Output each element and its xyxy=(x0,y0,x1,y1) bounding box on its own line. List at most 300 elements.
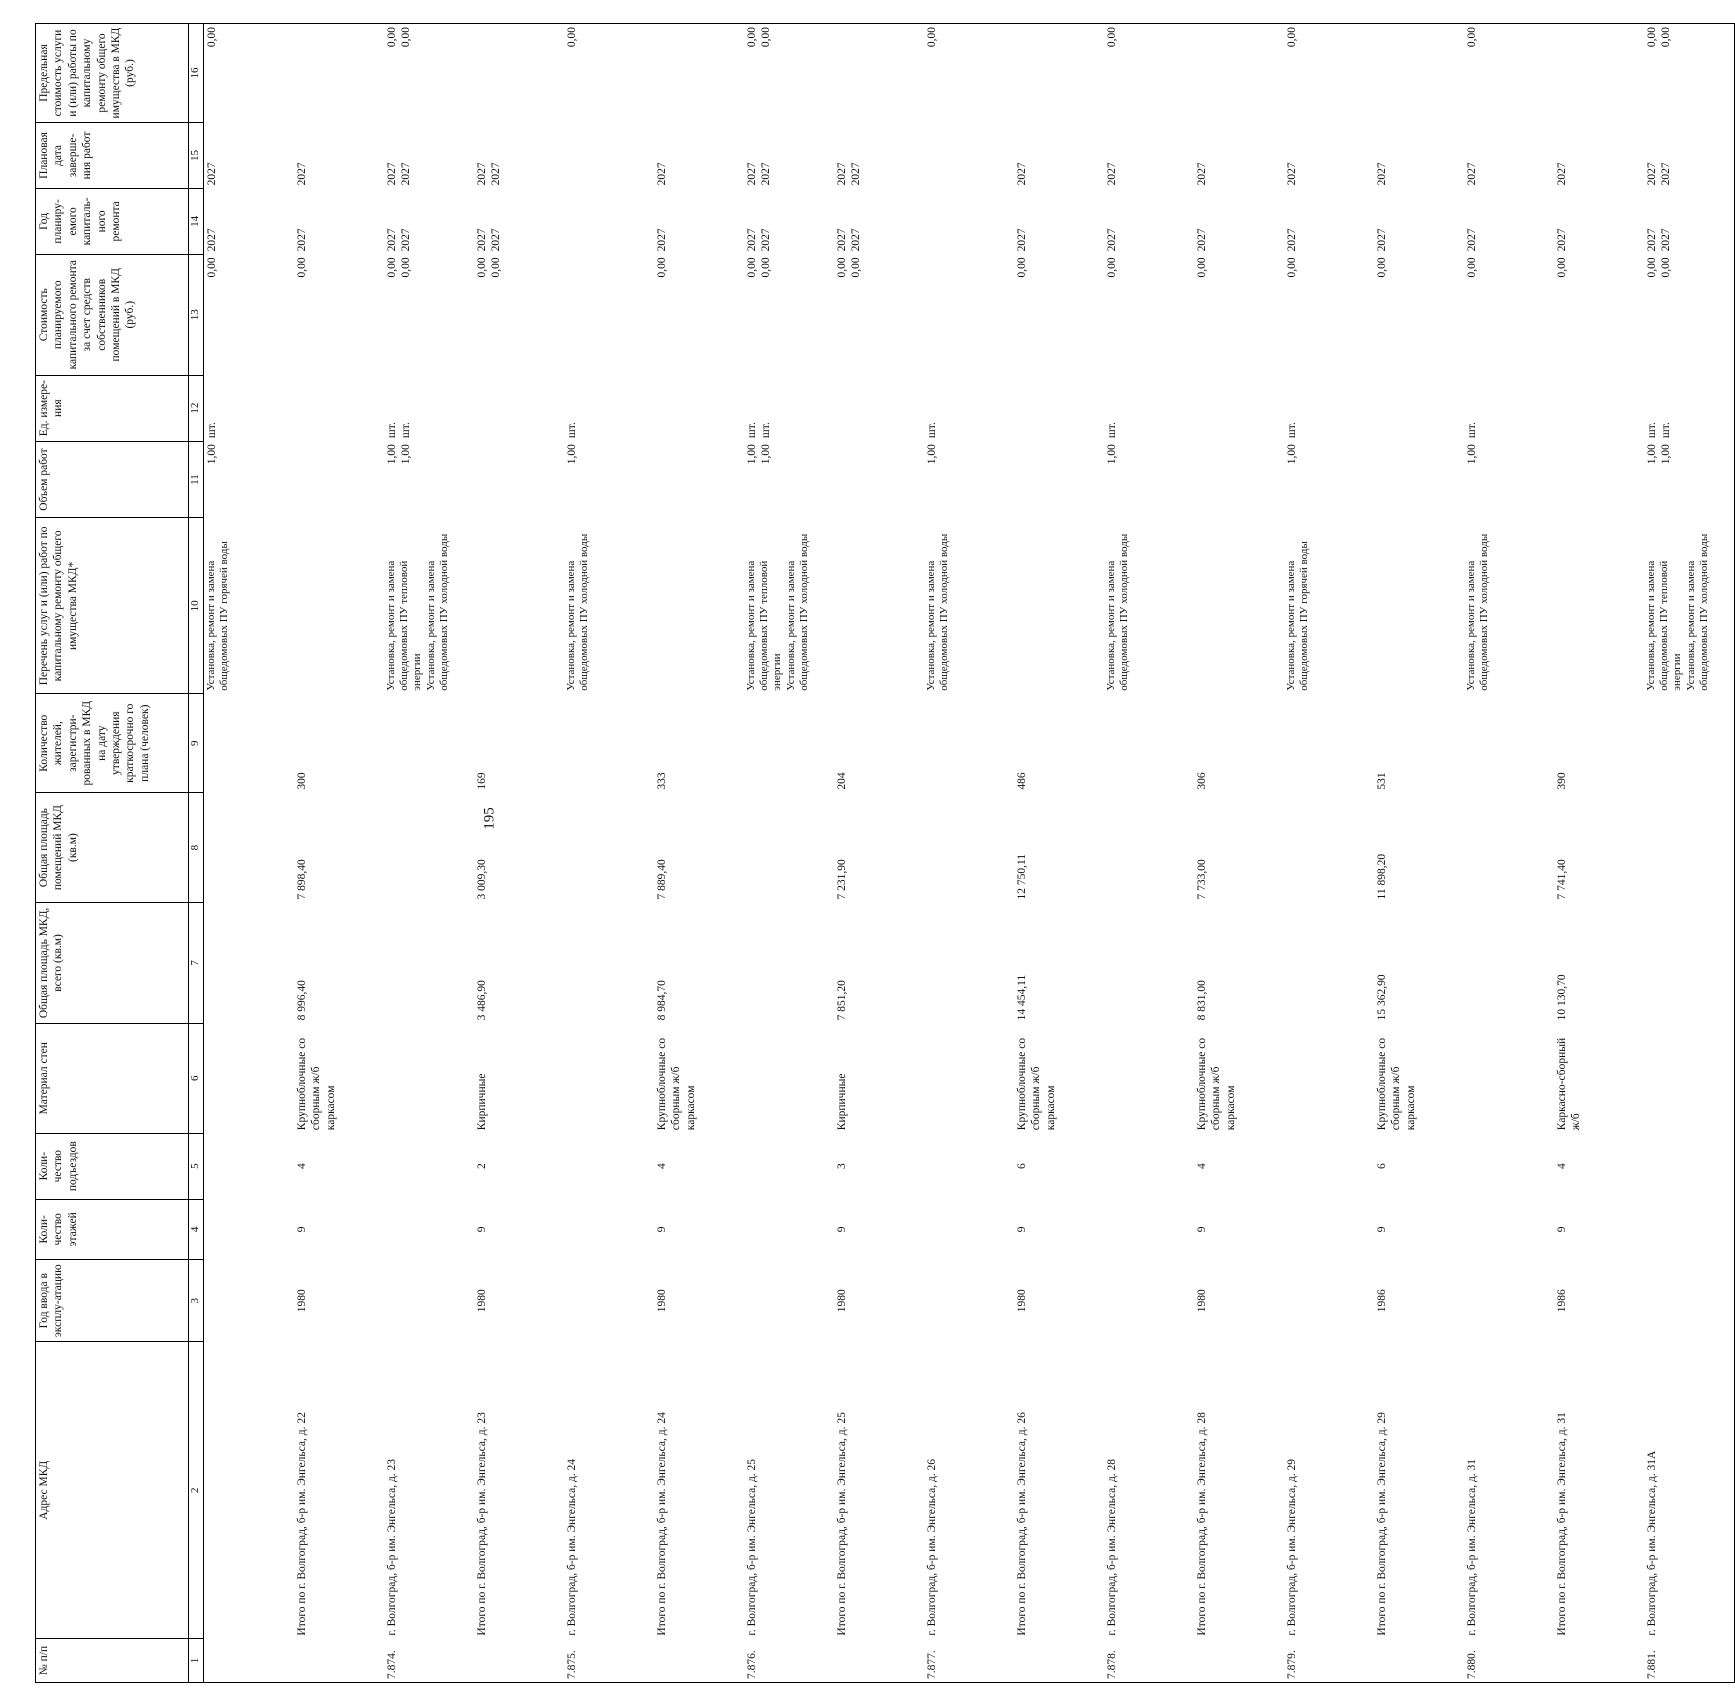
cell-no xyxy=(1014,1639,1104,1683)
cell-area-prem: 12 750,11 xyxy=(1016,853,1028,900)
cell-wall xyxy=(384,1023,474,1133)
cell-floors xyxy=(1644,1199,1735,1259)
cell-unit xyxy=(834,375,924,441)
table-row xyxy=(1464,24,1554,1683)
cell-residents: 204 xyxy=(836,772,848,790)
cell-plan-year: 2027 2027 xyxy=(746,228,773,252)
cell-area-total xyxy=(744,903,834,1024)
cell-area-prem xyxy=(204,793,295,903)
cell-floors: 9 xyxy=(1016,1226,1028,1233)
cell-floors: 9 xyxy=(1376,1226,1388,1233)
cell-limit xyxy=(294,24,384,123)
cell-plan-year: 2027 xyxy=(656,228,668,252)
cell-plan-year: 2027 xyxy=(1286,228,1298,252)
cell-end-date: 2027 xyxy=(1376,162,1388,186)
cell-work: Установка, ремонт и замена общедомовых ПУ горячей воды xyxy=(1285,541,1311,691)
cell-area-prem: 7 231,90 xyxy=(836,859,848,900)
cell-wall xyxy=(1464,1023,1554,1133)
cell-year: 1980 xyxy=(656,1289,668,1313)
cell-end-date: 2027 xyxy=(1556,162,1568,186)
cell-limit: 0,00 xyxy=(924,24,1014,123)
cell-work: Установка, ремонт и замена общедомовых ПУ холодной воды xyxy=(1105,533,1131,691)
cell-work xyxy=(1554,518,1644,694)
column-header: Ед. измере-ния xyxy=(36,375,189,441)
cell-addr: г. Волгоград, б-р им. Энгельса, д. 23 xyxy=(386,1458,398,1636)
cell-wall xyxy=(564,1023,654,1133)
cell-end-date: 2027 2027 xyxy=(746,162,773,186)
column-number: 9 xyxy=(189,694,204,793)
cell-work: Установка, ремонт и замена общедомовых ПУ тепловой энергии Установка, ремонт и замена общедомовых ПУ холодной воды xyxy=(385,533,450,691)
cell-entr xyxy=(204,1133,295,1199)
cell-entr: 6 xyxy=(1016,1163,1028,1170)
cell-work xyxy=(1374,518,1464,694)
cell-cost: 0,00 0,00 xyxy=(476,257,503,278)
cell-plan-year: 2027 xyxy=(1016,228,1028,252)
cell-plan-year: 2027 2027 xyxy=(1644,188,1735,254)
cell-entr xyxy=(1104,1133,1194,1199)
cell-residents xyxy=(1464,694,1554,793)
cell-vol xyxy=(474,441,564,518)
column-header: Материал стен xyxy=(36,1023,189,1133)
cell-no: 7.880. xyxy=(1464,1639,1554,1683)
cell-vol xyxy=(1014,441,1104,518)
cell-vol xyxy=(1194,441,1284,518)
total-row xyxy=(1194,24,1284,1683)
cell-residents xyxy=(744,694,834,793)
cell-limit xyxy=(1374,24,1464,123)
cell-plan-year: 2027 xyxy=(1196,228,1208,252)
cell-entr: 4 xyxy=(1556,1163,1568,1170)
cell-addr: г. Волгоград, б-р им. Энгельса, д. 25 xyxy=(746,1458,758,1636)
cell-vol: 1,00 xyxy=(206,444,218,465)
total-row xyxy=(1374,24,1464,1683)
cell-cost: 0,00 xyxy=(1376,257,1388,278)
cell-area-total: 8 984,70 xyxy=(656,980,668,1021)
column-header: Общая площадь помещений МКД (кв.м) xyxy=(36,793,189,903)
cell-wall xyxy=(744,1023,834,1133)
cell-end-date: 2027 xyxy=(1286,162,1298,186)
cell-addr: г. Волгоград, б-р им. Энгельса, д. 24 xyxy=(566,1458,578,1636)
cell-residents xyxy=(204,694,295,793)
capital-repair-table xyxy=(35,23,1735,1683)
cell-limit: 0,00 0,00 xyxy=(384,24,474,123)
rotated-table-wrapper xyxy=(35,23,1710,1683)
cell-area-total xyxy=(1644,903,1735,1024)
cell-plan-year: 2027 xyxy=(1376,228,1388,252)
cell-floors: 9 xyxy=(1196,1226,1208,1233)
cell-year xyxy=(744,1260,834,1342)
cell-entr: 4 xyxy=(656,1163,668,1170)
cell-addr: г. Волгоград, б-р им. Энгельса, д. 31А xyxy=(1644,1342,1735,1639)
cell-end-date: 2027 xyxy=(1466,162,1478,186)
column-header: Плановая дата заверше-ния работ xyxy=(36,123,189,189)
cell-floors: 9 xyxy=(656,1226,668,1233)
cell-plan-year xyxy=(924,188,1014,254)
cell-area-total xyxy=(1104,903,1194,1024)
cell-entr xyxy=(924,1133,1014,1199)
cell-addr: г. Волгоград, б-р им. Энгельса, д. 26 xyxy=(926,1458,938,1636)
column-number: 1 xyxy=(189,1639,204,1683)
cell-area-total xyxy=(384,903,474,1024)
cell-end-date: 2027 xyxy=(1016,162,1028,186)
cell-end-date xyxy=(564,123,654,189)
cell-wall: Крупноблочные со сборным ж/б каркасом xyxy=(656,1037,697,1131)
cell-floors: 9 xyxy=(836,1226,848,1233)
cell-plan-year: 2027 2027 xyxy=(836,228,863,252)
cell-year: 1980 xyxy=(1016,1289,1028,1313)
cell-residents: 531 xyxy=(1376,772,1388,790)
cell-unit: шт. xyxy=(1286,422,1298,439)
cell-entr xyxy=(384,1133,474,1199)
cell-vol xyxy=(834,441,924,518)
cell-unit: шт. xyxy=(566,422,578,439)
cell-limit xyxy=(1554,24,1644,123)
page-number: 195 xyxy=(481,807,498,830)
cell-no: 7.874. xyxy=(384,1639,474,1683)
cell-entr: 3 xyxy=(836,1163,848,1170)
table-body xyxy=(204,24,1735,1683)
cell-end-date: 2027 xyxy=(296,162,308,186)
cell-wall xyxy=(1284,1023,1374,1133)
cell-no xyxy=(834,1639,924,1683)
cell-vol xyxy=(294,441,384,518)
cell-vol xyxy=(1554,441,1644,518)
cell-vol: 1,00 1,00 xyxy=(386,444,413,465)
cell-cost: 0,00 0,00 xyxy=(746,257,773,278)
column-number: 13 xyxy=(189,254,204,375)
cell-unit xyxy=(1194,375,1284,441)
cell-wall xyxy=(924,1023,1014,1133)
cell-year xyxy=(1104,1260,1194,1342)
cell-limit: 0,00 xyxy=(1284,24,1374,123)
cell-wall xyxy=(204,1023,295,1133)
cell-residents: 390 xyxy=(1556,772,1568,790)
cell-area-prem xyxy=(1284,793,1374,903)
table-row xyxy=(924,24,1014,1683)
cell-work: Установка, ремонт и замена общедомовых ПУ горячей воды xyxy=(205,541,231,691)
cell-area-total: 3 486,90 xyxy=(476,980,488,1021)
cell-cost: 0,00 xyxy=(1106,257,1118,278)
cell-limit xyxy=(474,24,564,123)
cell-work xyxy=(834,518,924,694)
cell-floors xyxy=(1104,1199,1194,1259)
cell-year xyxy=(564,1260,654,1342)
cell-area-total: 15 362,90 xyxy=(1376,974,1388,1021)
table-row xyxy=(204,24,295,1683)
column-number: 3 xyxy=(189,1260,204,1342)
total-row xyxy=(654,24,744,1683)
cell-wall: Кирпичные xyxy=(836,1073,848,1131)
cell-entr: 6 xyxy=(1376,1163,1388,1170)
column-number-row xyxy=(189,24,204,1683)
cell-area-prem xyxy=(924,793,1014,903)
cell-wall: Крупноблочные со сборным ж/б каркасом xyxy=(1016,1037,1057,1131)
cell-unit xyxy=(1374,375,1464,441)
column-header: Объем работ xyxy=(36,441,189,518)
cell-cost xyxy=(564,254,654,375)
cell-cost: 0,00 xyxy=(656,257,668,278)
cell-limit: 0,00 0,00 xyxy=(744,24,834,123)
table-row xyxy=(744,24,834,1683)
cell-wall: Крупноблочные со сборным ж/б каркасом xyxy=(1196,1037,1237,1131)
column-number: 6 xyxy=(189,1023,204,1133)
cell-cost: 0,00 xyxy=(1556,257,1568,278)
cell-work: Установка, ремонт и замена общедомовых ПУ холодной воды xyxy=(565,533,591,691)
total-row xyxy=(1554,24,1644,1683)
cell-plan-year: 2027 xyxy=(296,228,308,252)
cell-year: 1980 xyxy=(476,1289,488,1313)
cell-unit: шт. шт. xyxy=(746,422,773,439)
cell-cost: 0,00 xyxy=(1466,257,1478,278)
cell-no xyxy=(1554,1639,1644,1683)
cell-addr: Итого по г. Волгоград, б-р им. Энгельса, д. 29 xyxy=(1376,1412,1388,1636)
cell-end-date: 2027 2027 xyxy=(836,162,863,186)
cell-plan-year: 2027 2027 xyxy=(386,228,413,252)
cell-year: 1980 xyxy=(836,1289,848,1313)
cell-floors xyxy=(1284,1199,1374,1259)
column-header: Перечень услуг и (или) работ по капитальному ремонту общего имущества МКД* xyxy=(36,518,189,694)
cell-area-prem xyxy=(1104,793,1194,903)
cell-year xyxy=(1284,1260,1374,1342)
cell-entr xyxy=(1284,1133,1374,1199)
column-number: 8 xyxy=(189,793,204,903)
cell-unit: шт. xyxy=(1466,422,1478,439)
cell-area-total xyxy=(1464,903,1554,1024)
cell-area-prem xyxy=(1464,793,1554,903)
cell-floors xyxy=(564,1199,654,1259)
cell-area-total: 8 996,40 xyxy=(296,980,308,1021)
cell-residents: 486 xyxy=(1016,772,1028,790)
cell-year xyxy=(384,1260,474,1342)
cell-vol xyxy=(654,441,744,518)
cell-end-date: 2027 xyxy=(206,162,218,186)
cell-end-date: 2027 2027 xyxy=(1644,123,1735,189)
column-number: 10 xyxy=(189,518,204,694)
cell-unit xyxy=(1554,375,1644,441)
cell-no: 7.877. xyxy=(924,1639,1014,1683)
cell-plan-year: 2027 2027 xyxy=(476,228,503,252)
cell-entr xyxy=(744,1133,834,1199)
cell-entr xyxy=(1644,1133,1735,1199)
cell-wall: Кирпичные xyxy=(476,1073,488,1131)
cell-addr: Итого по г. Волгоград, б-р им. Энгельса, д. 22 xyxy=(296,1412,308,1636)
cell-area-total xyxy=(564,903,654,1024)
cell-residents xyxy=(1104,694,1194,793)
cell-wall: Каркасно-сборный ж/б xyxy=(1556,1037,1583,1131)
cell-addr: г. Волгоград, б-р им. Энгельса, д. 29 xyxy=(1286,1458,1298,1636)
cell-addr: Итого по г. Волгоград, б-р им. Энгельса, д. 26 xyxy=(1016,1412,1028,1636)
cell-unit: шт. xyxy=(206,422,218,439)
table-row xyxy=(384,24,474,1683)
cell-residents: 333 xyxy=(656,772,668,790)
cell-vol: 1,00 xyxy=(926,444,938,465)
cell-end-date: 2027 xyxy=(656,162,668,186)
cell-area-total xyxy=(204,903,295,1024)
cell-unit xyxy=(654,375,744,441)
cell-entr xyxy=(1464,1133,1554,1199)
cell-floors xyxy=(924,1199,1014,1259)
cell-floors: 9 xyxy=(1556,1226,1568,1233)
cell-end-date xyxy=(924,123,1014,189)
header-row xyxy=(36,24,189,1683)
cell-year xyxy=(204,1260,295,1342)
cell-work xyxy=(474,518,564,694)
cell-end-date: 2027 2027 xyxy=(476,162,503,186)
cell-no xyxy=(204,1639,295,1683)
cell-area-total: 7 851,20 xyxy=(836,980,848,1021)
cell-year: 1986 xyxy=(1376,1289,1388,1313)
cell-work xyxy=(1194,518,1284,694)
cell-entr: 4 xyxy=(1196,1163,1208,1170)
cell-area-prem xyxy=(1644,793,1735,903)
cell-wall xyxy=(1644,1023,1735,1133)
cell-addr: Итого по г. Волгоград, б-р им. Энгельса, д. 31 xyxy=(1556,1412,1568,1636)
cell-limit: 0,00 xyxy=(204,24,295,123)
cell-cost: 0,00 xyxy=(206,257,218,278)
table-row xyxy=(1284,24,1374,1683)
column-number: 16 xyxy=(189,24,204,123)
cell-limit: 0,00 0,00 xyxy=(1644,24,1735,123)
cell-unit xyxy=(294,375,384,441)
cell-limit: 0,00 xyxy=(564,24,654,123)
cell-work: Установка, ремонт и замена общедомовых ПУ тепловой энергии Установка, ремонт и замена общедомовых ПУ холодной воды xyxy=(745,533,810,691)
cell-end-date: 2027 2027 xyxy=(386,162,413,186)
cell-plan-year xyxy=(564,188,654,254)
cell-work xyxy=(1014,518,1104,694)
cell-addr: Итого по г. Волгоград, б-р им. Энгельса, д. 23 xyxy=(476,1412,488,1636)
cell-residents xyxy=(924,694,1014,793)
cell-vol: 1,00 xyxy=(566,444,578,465)
column-number: 7 xyxy=(189,903,204,1024)
column-header: Год планиру-емого капиталь-ного ремонта xyxy=(36,188,189,254)
cell-area-prem xyxy=(564,793,654,903)
cell-cost: 0,00 0,00 xyxy=(386,257,413,278)
cell-unit: шт. шт. xyxy=(386,422,413,439)
cell-wall xyxy=(1104,1023,1194,1133)
cell-plan-year: 2027 xyxy=(1556,228,1568,252)
cell-area-prem xyxy=(744,793,834,903)
cell-area-total: 14 454,11 xyxy=(1016,974,1028,1021)
cell-plan-year: 2027 xyxy=(206,228,218,252)
table-row xyxy=(1104,24,1194,1683)
cell-limit xyxy=(654,24,744,123)
column-header: Коли-чество этажей xyxy=(36,1199,189,1259)
column-number: 15 xyxy=(189,123,204,189)
cell-cost: 0,00 xyxy=(296,257,308,278)
cell-area-prem: 7 741,40 xyxy=(1556,859,1568,900)
cell-floors xyxy=(384,1199,474,1259)
cell-no xyxy=(294,1639,384,1683)
cell-floors xyxy=(204,1199,295,1259)
cell-limit xyxy=(834,24,924,123)
cell-year xyxy=(1464,1260,1554,1342)
cell-area-total xyxy=(1284,903,1374,1024)
cell-floors: 9 xyxy=(476,1226,488,1233)
cell-residents xyxy=(384,694,474,793)
cell-no xyxy=(1194,1639,1284,1683)
cell-plan-year: 2027 xyxy=(1106,228,1118,252)
cell-end-date: 2027 xyxy=(1106,162,1118,186)
column-header: Стоимость планируемого капитального ремонта за счет средств собственников помещений в МКД (руб.) xyxy=(36,254,189,375)
cell-work: Установка, ремонт и замена общедомовых ПУ холодной воды xyxy=(925,533,951,691)
cell-limit: 0,00 xyxy=(1104,24,1194,123)
cell-year: 1980 xyxy=(1196,1289,1208,1313)
cell-residents: 169 xyxy=(476,772,488,790)
cell-vol: 1,00 1,00 xyxy=(746,444,773,465)
column-header: Адрес МКД xyxy=(36,1342,189,1639)
cell-area-total xyxy=(924,903,1014,1024)
cell-limit: 0,00 xyxy=(1464,24,1554,123)
column-number: 4 xyxy=(189,1199,204,1259)
cell-residents xyxy=(1284,694,1374,793)
cell-addr: Итого по г. Волгоград, б-р им. Энгельса, д. 24 xyxy=(656,1412,668,1636)
cell-addr: Итого по г. Волгоград, б-р им. Энгельса, д. 25 xyxy=(836,1412,848,1636)
cell-vol: 1,00 xyxy=(1286,444,1298,465)
cell-residents xyxy=(1644,694,1735,793)
cell-cost xyxy=(924,254,1014,375)
cell-work xyxy=(294,518,384,694)
column-header: Общая площадь МКД, всего (кв.м) xyxy=(36,903,189,1024)
cell-year xyxy=(924,1260,1014,1342)
cell-area-prem xyxy=(384,793,474,903)
cell-limit xyxy=(1194,24,1284,123)
cell-addr: Итого по г. Волгоград, б-р им. Энгельса, д. 28 xyxy=(1196,1412,1208,1636)
cell-area-prem: 7 733,00 xyxy=(1196,859,1208,900)
cell-residents xyxy=(564,694,654,793)
cell-no xyxy=(654,1639,744,1683)
total-row xyxy=(294,24,384,1683)
cell-area-prem: 7 889,40 xyxy=(656,859,668,900)
cell-area-total: 10 130,70 xyxy=(1556,974,1568,1021)
cell-no xyxy=(474,1639,564,1683)
cell-area-prem: 11 898,20 xyxy=(1376,853,1388,900)
cell-no xyxy=(1374,1639,1464,1683)
cell-entr: 2 xyxy=(476,1163,488,1170)
column-number: 5 xyxy=(189,1133,204,1199)
cell-vol: 1,00 xyxy=(1466,444,1478,465)
cell-cost: 0,00 xyxy=(1286,257,1298,278)
cell-no: 7.875. xyxy=(564,1639,654,1683)
cell-vol xyxy=(1374,441,1464,518)
cell-addr: г. Волгоград, б-р им. Энгельса, д. 28 xyxy=(1106,1458,1118,1636)
table-row xyxy=(1644,24,1735,1683)
cell-unit: шт. шт. xyxy=(1644,375,1735,441)
cell-residents: 300 xyxy=(296,772,308,790)
cell-vol: 1,00 xyxy=(1106,444,1118,465)
cell-area-prem: 3 009,30 xyxy=(476,859,488,900)
cell-cost: 0,00 xyxy=(1016,257,1028,278)
cell-unit xyxy=(1014,375,1104,441)
cell-no: 7.878. xyxy=(1104,1639,1194,1683)
column-number: 2 xyxy=(189,1342,204,1639)
table-row xyxy=(564,24,654,1683)
column-header: Коли-чество подъездов xyxy=(36,1133,189,1199)
cell-entr: 4 xyxy=(296,1163,308,1170)
cell-cost: 0,00 xyxy=(1196,257,1208,278)
cell-plan-year: 2027 xyxy=(1466,228,1478,252)
total-row xyxy=(474,24,564,1683)
cell-vol: 1,00 1,00 xyxy=(1644,441,1735,518)
cell-area-total: 8 831,00 xyxy=(1196,980,1208,1021)
cell-unit: шт. xyxy=(1106,422,1118,439)
cell-work: Установка, ремонт и замена общедомовых ПУ тепловой энергии Установка, ремонт и замена общедомовых ПУ холодной воды xyxy=(1644,518,1735,694)
column-number: 11 xyxy=(189,441,204,518)
cell-residents: 306 xyxy=(1196,772,1208,790)
cell-work xyxy=(654,518,744,694)
cell-no: 7.881. xyxy=(1644,1639,1735,1683)
cell-area-prem: 7 898,40 xyxy=(296,859,308,900)
cell-addr: г. Волгоград, б-р им. Энгельса, д. 31 xyxy=(1466,1458,1478,1636)
